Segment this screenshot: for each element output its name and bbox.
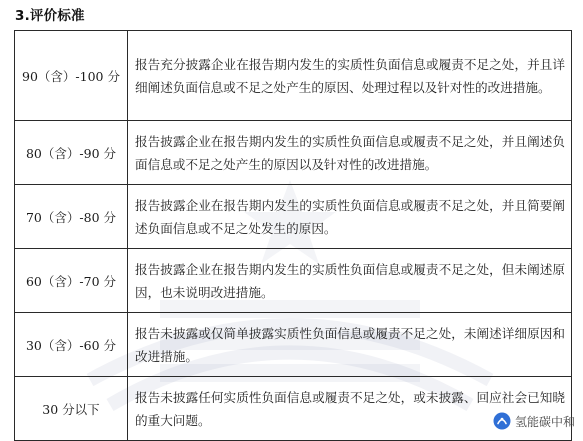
wechat-official-account-icon xyxy=(493,412,511,430)
table-row xyxy=(15,185,572,249)
criteria-description-cell: 报告披露企业在报告期内发生的实质性负面信息或履责不足之处，但未阐述原因，也未说明改进措施。 xyxy=(128,249,572,313)
evaluation-criteria-table xyxy=(14,30,572,441)
criteria-description-cell: 报告未披露任何实质性负面信息或履责不足之处，或未披露、回应社会已知晓的重大问题。 xyxy=(128,377,572,441)
score-range-cell: 30（含）-60 分 xyxy=(15,313,128,377)
table-row xyxy=(15,31,572,121)
score-range-cell: 90（含）-100 分 xyxy=(15,31,128,121)
score-range-cell: 30 分以下 xyxy=(15,377,128,441)
brand-name: 氢能碳中和 xyxy=(514,414,575,429)
criteria-description-cell: 报告充分披露企业在报告期内发生的实质性负面信息或履责不足之处，并且详细阐述负面信息或不足之处产生的原因、处理过程以及针对性的改进措施。 xyxy=(128,31,572,121)
table-row xyxy=(15,313,572,377)
brand-watermark xyxy=(493,412,575,430)
table-row xyxy=(15,121,572,185)
score-range-cell: 80（含）-90 分 xyxy=(15,121,128,185)
score-range-cell: 60（含）-70 分 xyxy=(15,249,128,313)
score-range-cell: 70（含）-80 分 xyxy=(15,185,128,249)
criteria-description-cell: 报告披露企业在报告期内发生的实质性负面信息或履责不足之处，并且阐述负面信息或不足之处产生的原因以及针对性的改进措施。 xyxy=(128,121,572,185)
criteria-description-cell: 报告披露企业在报告期内发生的实质性负面信息或履责不足之处，并且简要阐述负面信息或不足之处发生的原因。 xyxy=(128,185,572,249)
table-row xyxy=(15,249,572,313)
table-row xyxy=(15,377,572,441)
criteria-description-cell: 报告未披露或仅简单披露实质性负面信息或履责不足之处，未阐述详细原因和改进措施。 xyxy=(128,313,572,377)
section-title: 3.评价标准 xyxy=(15,8,85,24)
